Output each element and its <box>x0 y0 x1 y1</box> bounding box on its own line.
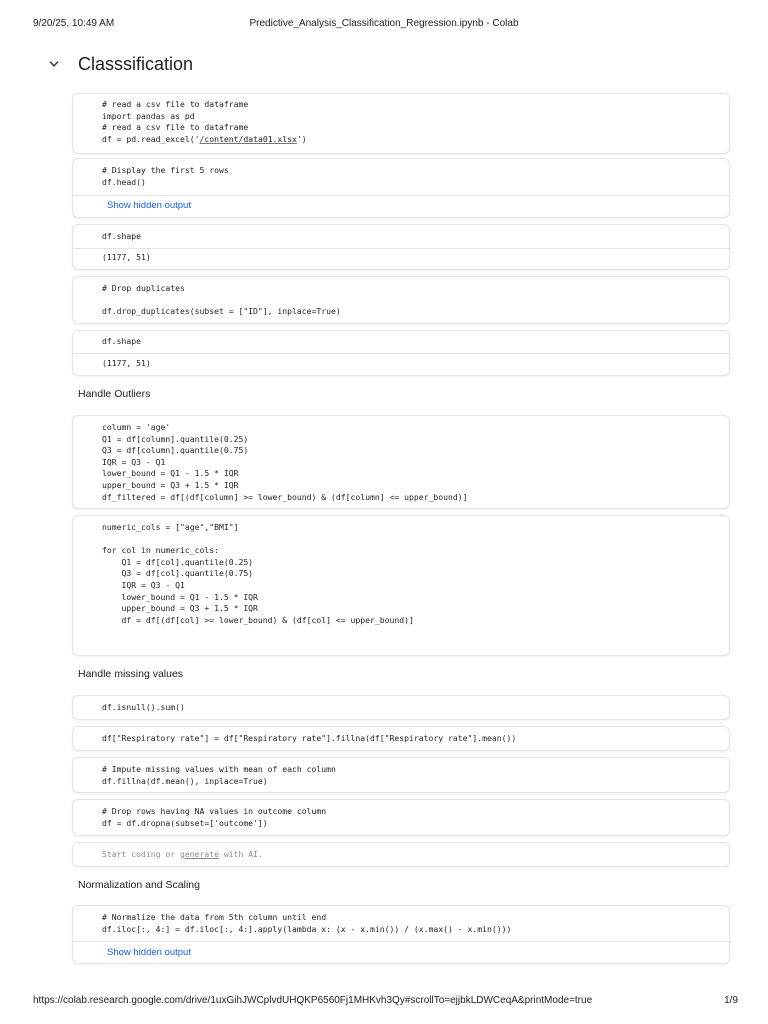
print-date: 9/20/25, 10:49 AM <box>33 18 115 29</box>
code-editor[interactable]: column = 'age' Q1 = df[column].quantile(0.25) Q3 = df[column].quantile(0.75) IQR = Q3 - Q1 lower_bound = Q1 - 1.5 * IQR upper_bound = Q3 + 1.5 * IQR df_filtered = df[(df[column] >= lower_bound) & (df[column] <= upper_bound)] <box>102 422 468 502</box>
code-cell[interactable] <box>72 726 730 751</box>
code-editor[interactable]: # Display the first 5 rows df.head() <box>102 165 229 187</box>
code-editor[interactable]: # Drop duplicates df.drop_duplicates(subset = ["ID"], inplace=True) <box>102 283 341 317</box>
code-editor[interactable]: df.shape <box>102 336 141 346</box>
code-editor[interactable]: df.shape <box>102 231 141 241</box>
code-cell[interactable] <box>72 224 730 270</box>
generate-link[interactable]: generate <box>179 849 219 859</box>
page-number: 1/9 <box>724 995 738 1006</box>
empty-code-cell[interactable] <box>72 842 730 867</box>
section-header[interactable] <box>40 50 640 80</box>
code-cell[interactable] <box>72 93 730 154</box>
code-line: # read a csv file to dataframe <box>102 99 249 109</box>
code-placeholder[interactable] <box>102 849 263 861</box>
code-editor[interactable]: df["Respiratory rate"] = df["Respiratory rate"].fillna(df["Respiratory rate"].mean()) <box>102 733 517 743</box>
output-divider <box>73 353 729 354</box>
code-editor[interactable]: # Impute missing values with mean of each column df.fillna(df.mean(), inplace=True) <box>102 764 336 786</box>
code-editor[interactable]: df.isnull().sum() <box>102 702 185 712</box>
markdown-heading: Normalization and Scaling <box>78 879 200 891</box>
placeholder-text: Start coding or <box>102 849 180 859</box>
code-editor[interactable]: # Normalize the data from 5th column until end df.iloc[:, 4:] = df.iloc[:, 4:].apply(lambda x: (x - x.min()) / (x.max() - x.min())) <box>102 912 512 934</box>
code-cell[interactable] <box>72 158 730 218</box>
print-footer <box>0 993 768 1013</box>
show-hidden-output-button[interactable]: Show hidden output <box>107 200 191 211</box>
page-url: https://colab.research.google.com/drive/1uxGihJWCplvdUHQKP6560Fj1MHKvh3Qy#scrollTo=ejjbkLDWCeqA&printMode=true <box>33 995 593 1006</box>
code-cell[interactable] <box>72 330 730 376</box>
code-line: import pandas as pd <box>102 110 195 121</box>
code-editor[interactable] <box>102 99 307 145</box>
code-cell[interactable] <box>72 415 730 509</box>
cell-output: (1177, 51) <box>102 252 151 262</box>
cell-output: (1177, 51) <box>102 358 151 368</box>
output-divider <box>73 248 729 249</box>
code-cell[interactable] <box>72 515 730 656</box>
placeholder-text: with AI. <box>218 849 263 859</box>
code-editor[interactable]: numeric_cols = ["age","BMI"] for col in numeric_cols: Q1 = df[col].quantile(0.25) Q3 = df[col].quantile(0.75) IQR = Q3 - Q1 lower_bound = Q1 - 1.5 * IQR upper_bound = Q3 + 1.5 * IQR df = df[(df[col] >= lower_bound) & (df[col] <= upper_bound)] <box>102 522 414 625</box>
file-path-link[interactable]: /content/data01.xlsx <box>199 133 297 144</box>
code-editor[interactable]: # Drop rows having NA values in outcome column df = df.dropna(subset=['outcome']) <box>102 806 327 828</box>
markdown-heading: Handle missing values <box>78 668 184 680</box>
output-divider <box>73 941 729 942</box>
document-title: Predictive_Analysis_Classification_Regression.ipynb - Colab <box>249 18 519 29</box>
markdown-heading: Handle Outliers <box>78 388 151 400</box>
output-divider <box>73 195 729 196</box>
section-title: Classsification <box>78 54 194 74</box>
code-cell[interactable] <box>72 276 730 324</box>
code-cell[interactable] <box>72 905 730 964</box>
code-line: df = pd.read_excel(' <box>102 133 200 144</box>
chevron-down-icon[interactable] <box>48 58 60 70</box>
code-line: # read a csv file to dataframe <box>102 122 249 133</box>
code-line: ') <box>296 133 307 144</box>
code-cell[interactable] <box>72 695 730 720</box>
code-cell[interactable] <box>72 757 730 793</box>
code-cell[interactable] <box>72 799 730 836</box>
print-header <box>0 0 768 44</box>
show-hidden-output-button[interactable]: Show hidden output <box>107 947 191 958</box>
